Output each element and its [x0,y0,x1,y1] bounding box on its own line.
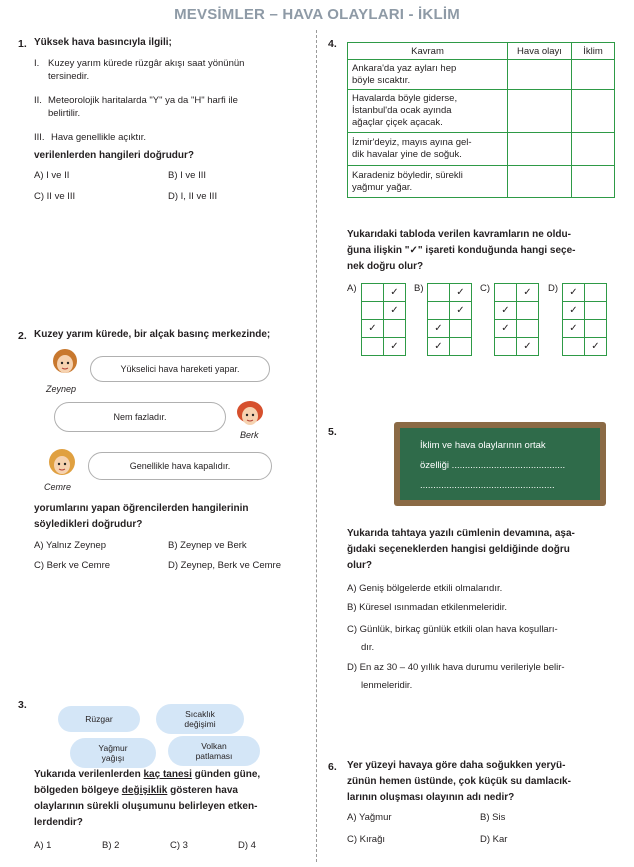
grid-row [428,302,472,320]
q3-question-line1 [34,766,260,783]
cloud-volkan-line1: Volkan [201,741,227,751]
q6-number: 6. [328,761,337,773]
cloud-volkan [168,736,260,766]
q1-number: 1. [18,38,27,50]
q5-option-c-line1: C) Günlük, birkaç günlük etkili olan hava koşulları- [347,624,558,635]
q1-stem: Yüksek hava basıncıyla ilgili; [34,37,172,48]
q4-option-c[interactable]: C) [480,283,491,294]
board-line2: özelliği ........................................... [420,460,566,471]
grid-cell [362,320,384,338]
board-line3: ................................................... [420,480,555,491]
grid-cell [384,320,406,338]
q4-header-hava-olayi: Hava olayı [508,43,572,60]
q4-option-b[interactable]: B) [414,283,424,294]
q1-option-a[interactable]: A) I ve II [34,170,70,181]
q4-header-iklim: İklim [572,43,615,60]
grid-cell [428,320,450,338]
q4-row-4-l1: Karadeniz böyledir, sürekli [352,169,463,181]
grid-cell [450,284,472,302]
q2-question-line2: söyledikleri doğrudur? [34,519,143,530]
board-line1: İklim ve hava olaylarının ortak [420,440,546,451]
q4-grid-b [427,283,472,356]
grid-cell [517,302,539,320]
grid-row [495,284,539,302]
check-mark-icon: ✓ [569,305,578,316]
check-mark-icon: ✓ [569,323,578,334]
q4-row-2-l1: Havalarda böyle giderse, [352,93,458,104]
grid-cell [517,284,539,302]
q1-option-b[interactable]: B) I ve III [168,170,207,181]
q1-item-2-line1: Meteorolojik haritalarda "Y" ya da "H" harfi ile [48,95,238,106]
q4-grid-d [562,283,607,356]
q5-number: 5. [328,426,337,438]
grid-cell [384,338,406,356]
cloud-yagmur [70,738,156,768]
q6-option-d[interactable]: D) Kar [480,834,508,845]
q2-option-d[interactable]: D) Zeynep, Berk ve Cemre [168,560,281,571]
q4-row-2-l3: ağaçlar çiçek açacak. [352,117,443,128]
check-mark-icon: ✓ [456,287,465,298]
grid-row [563,320,607,338]
grid-cell [585,320,607,338]
check-mark-icon: ✓ [390,305,399,316]
q4-row-1-hava[interactable] [508,60,572,90]
berk-name: Berk [240,430,259,440]
grid-cell [563,302,585,320]
grid-row [563,338,607,356]
q3-l1u: kaç tanesi [143,769,192,780]
q4-question-line2: ğuna ilişkin "✓" işareti konduğunda hangi seçe- [347,245,576,256]
grid-row [495,302,539,320]
q3-question-line3: olaylarının sürekli oluşumunu belirleyen etken- [34,801,258,812]
cloud-sicaklik-line2: değişimi [184,719,216,729]
q4-row-3-iklim[interactable] [572,133,615,166]
q4-row-4-text [348,166,508,198]
q1-option-d[interactable]: D) I, II ve III [168,191,218,202]
q5-question-line2: ğıdaki seçeneklerden hangisi geldiğinde doğru [347,544,570,555]
q1-item-1-num: I. [34,58,40,69]
grid-cell [495,338,517,356]
q2-number: 2. [18,330,27,342]
q4-grid-a [361,283,406,356]
q4-row [348,60,615,90]
page-title: MEVSİMLER – HAVA OLAYLARI - İKLİM [174,6,460,23]
q3-number: 3. [18,699,27,711]
q4-row-2-iklim[interactable] [572,90,615,133]
grid-cell [495,284,517,302]
q4-number: 4. [328,38,337,50]
q1-option-c[interactable]: C) II ve III [34,191,76,202]
q4-row-3-text [348,133,508,166]
check-mark-icon: ✓ [368,323,377,334]
grid-row [428,320,472,338]
q5-option-b[interactable]: B) Küresel ısınmadan etkilenmeleridir. [347,602,507,613]
zeynep-speech-bubble: Yükselici hava hareketi yapar. [90,356,270,382]
check-mark-icon: ✓ [569,287,578,298]
check-mark-icon: ✓ [523,287,532,298]
grid-cell [384,302,406,320]
q4-header-kavram: Kavram [348,43,508,60]
q6-option-a[interactable]: A) Yağmur [347,812,392,823]
q1-question: verilenlerden hangileri doğrudur? [34,150,195,161]
check-mark-icon: ✓ [390,287,399,298]
q4-row-3-l1: İzmir'deyiz, mayıs ayına gel- [352,137,472,148]
q3-l2u: değişiklik [121,785,168,796]
q1-item-2 [34,94,309,120]
q2-question-line1: yorumlarını yapan öğrencilerden hangilerinin [34,503,249,514]
grid-row [563,284,607,302]
check-mark-icon: ✓ [501,305,510,316]
q1-item-1-line2: tersinedir. [48,71,90,82]
cloud-ruzgar [58,706,140,732]
grid-cell [450,320,472,338]
q4-row [348,166,615,198]
q1-item-1-line1: Kuzey yarım kürede rüzgâr akışı saat yönünün [48,58,245,69]
q4-question-line1: Yukarıdaki tabloda verilen kavramların ne oldu- [347,229,571,240]
grid-cell [362,302,384,320]
q5-question-line3: olur? [347,560,372,571]
berk-avatar [236,400,264,428]
q1-item-3 [34,131,146,144]
check-mark-icon: ✓ [434,341,443,352]
berk-speech-bubble: Nem fazladır. [54,402,226,432]
q4-grid-c [494,283,539,356]
grid-row [362,284,406,302]
q1-item-2-line2: belirtilir. [48,108,81,119]
q5-option-a[interactable]: A) Geniş bölgelerde etkili olmalarıdır. [347,583,503,594]
check-mark-icon: ✓ [523,341,532,352]
grid-row [362,338,406,356]
q3-l1b: günden güne, [191,769,261,780]
q4-row-4-hava[interactable] [508,166,572,198]
grid-cell [517,320,539,338]
check-mark-icon: ✓ [456,305,465,316]
q4-row-2-text [348,90,508,133]
q3-option-d[interactable]: D) 4 [238,840,256,851]
q5-option-d-line2: lenmeleridir. [361,680,413,691]
cloud-yagmur-line1: Yağmur [98,743,128,753]
q4-option-d[interactable]: D) [548,283,559,294]
grid-cell [585,338,607,356]
cloud-sicaklik [156,704,244,734]
check-mark-icon: ✓ [434,323,443,334]
grid-cell [585,284,607,302]
cemre-avatar [48,448,76,478]
grid-cell [495,320,517,338]
q4-row-4-l2: yağmur yağar. [352,181,413,193]
q1-item-1 [34,57,309,83]
q3-l1a: Yukarıda verilenlerden [34,769,144,780]
q4-row-3-hava[interactable] [508,133,572,166]
grid-cell [428,338,450,356]
q6-question-line2: zünün hemen üstünde, çok küçük su damlacık- [347,776,571,787]
grid-row [428,284,472,302]
q1-item-2-num: II. [34,95,42,106]
zeynep-avatar [52,348,78,378]
q4-row-1-iklim[interactable] [572,60,615,90]
grid-cell [563,284,585,302]
q4-row-2-hava[interactable] [508,90,572,133]
q3-option-c[interactable]: C) 3 [170,840,188,851]
check-mark-icon: ✓ [390,341,399,352]
q4-concept-table [347,42,615,198]
q2-option-c[interactable]: C) Berk ve Cemre [34,560,111,571]
cemre-speech-bubble: Genellikle hava kapalıdır. [88,452,272,480]
cloud-volkan-line2: patlaması [195,751,233,761]
q1-item-3-line1: Hava genellikle açıktır. [51,132,147,143]
grid-row [495,320,539,338]
q4-row [348,90,615,133]
grid-cell [495,302,517,320]
q2-stem: Kuzey yarım kürede, bir alçak basınç merkezinde; [34,329,271,340]
q4-row-1-l2: böyle sıcaktır. [352,74,411,86]
q4-row-1-text [348,60,508,90]
q3-option-b[interactable]: B) 2 [102,840,120,851]
q3-l2a: bölgeden bölgeye [34,785,122,796]
q5-option-c[interactable] [347,621,558,657]
check-mark-icon: ✓ [591,341,600,352]
q5-option-d[interactable] [347,659,565,695]
cloud-ruzgar-text: Rüzgar [85,714,113,724]
q1-item-3-num: III. [34,132,45,143]
q5-option-c-line2: dır. [361,642,375,653]
q4-option-a[interactable]: A) [347,283,357,294]
column-divider [316,30,317,862]
cemre-name: Cemre [44,482,72,492]
grid-cell [384,284,406,302]
grid-row [362,302,406,320]
q5-question-line1: Yukarıda tahtaya yazılı cümlenin devamına, aşa- [347,528,575,539]
q5-option-d-line1: D) En az 30 – 40 yıllık hava durumu verileriyle belir- [347,662,565,673]
q4-row-1-l1: Ankara'da yaz ayları hep [352,62,457,74]
chalkboard-surface [400,428,600,500]
grid-row [428,338,472,356]
q3-l2b: gösteren hava [167,785,238,796]
grid-cell [428,284,450,302]
q4-row-2-l2: İstanbul'da ocak ayında [352,105,452,116]
cloud-yagmur-line2: yağışı [101,753,125,763]
q2-option-b[interactable]: B) Zeynep ve Berk [168,540,247,551]
grid-cell [450,338,472,356]
grid-cell [428,302,450,320]
q4-row-4-iklim[interactable] [572,166,615,198]
grid-row [495,338,539,356]
grid-cell [563,338,585,356]
q6-option-c[interactable]: C) Kırağı [347,834,386,845]
q3-question-line4: lerdendir? [34,817,83,828]
check-mark-icon: ✓ [501,323,510,334]
grid-cell [362,338,384,356]
q6-question-line3: larının oluşması olayının adı nedir? [347,792,515,803]
q4-row [348,133,615,166]
grid-cell [563,320,585,338]
grid-row [563,302,607,320]
grid-cell [517,338,539,356]
grid-cell [585,302,607,320]
cloud-sicaklik-line1: Sıcaklık [185,709,215,719]
q4-question-line3: nek doğru olur? [347,261,424,272]
q3-question-line2 [34,782,238,799]
q3-option-a[interactable]: A) 1 [34,840,52,851]
q6-option-b[interactable]: B) Sis [480,812,506,823]
q4-row-3-l2: dik havalar yine de soğuk. [352,149,462,160]
chalkboard [394,422,606,506]
grid-cell [450,302,472,320]
q2-option-a[interactable]: A) Yalnız Zeynep [34,540,106,551]
q6-question-line1: Yer yüzeyi havaya göre daha soğukken yeryü- [347,760,566,771]
grid-cell [362,284,384,302]
grid-row [362,320,406,338]
zeynep-name: Zeynep [46,384,77,394]
